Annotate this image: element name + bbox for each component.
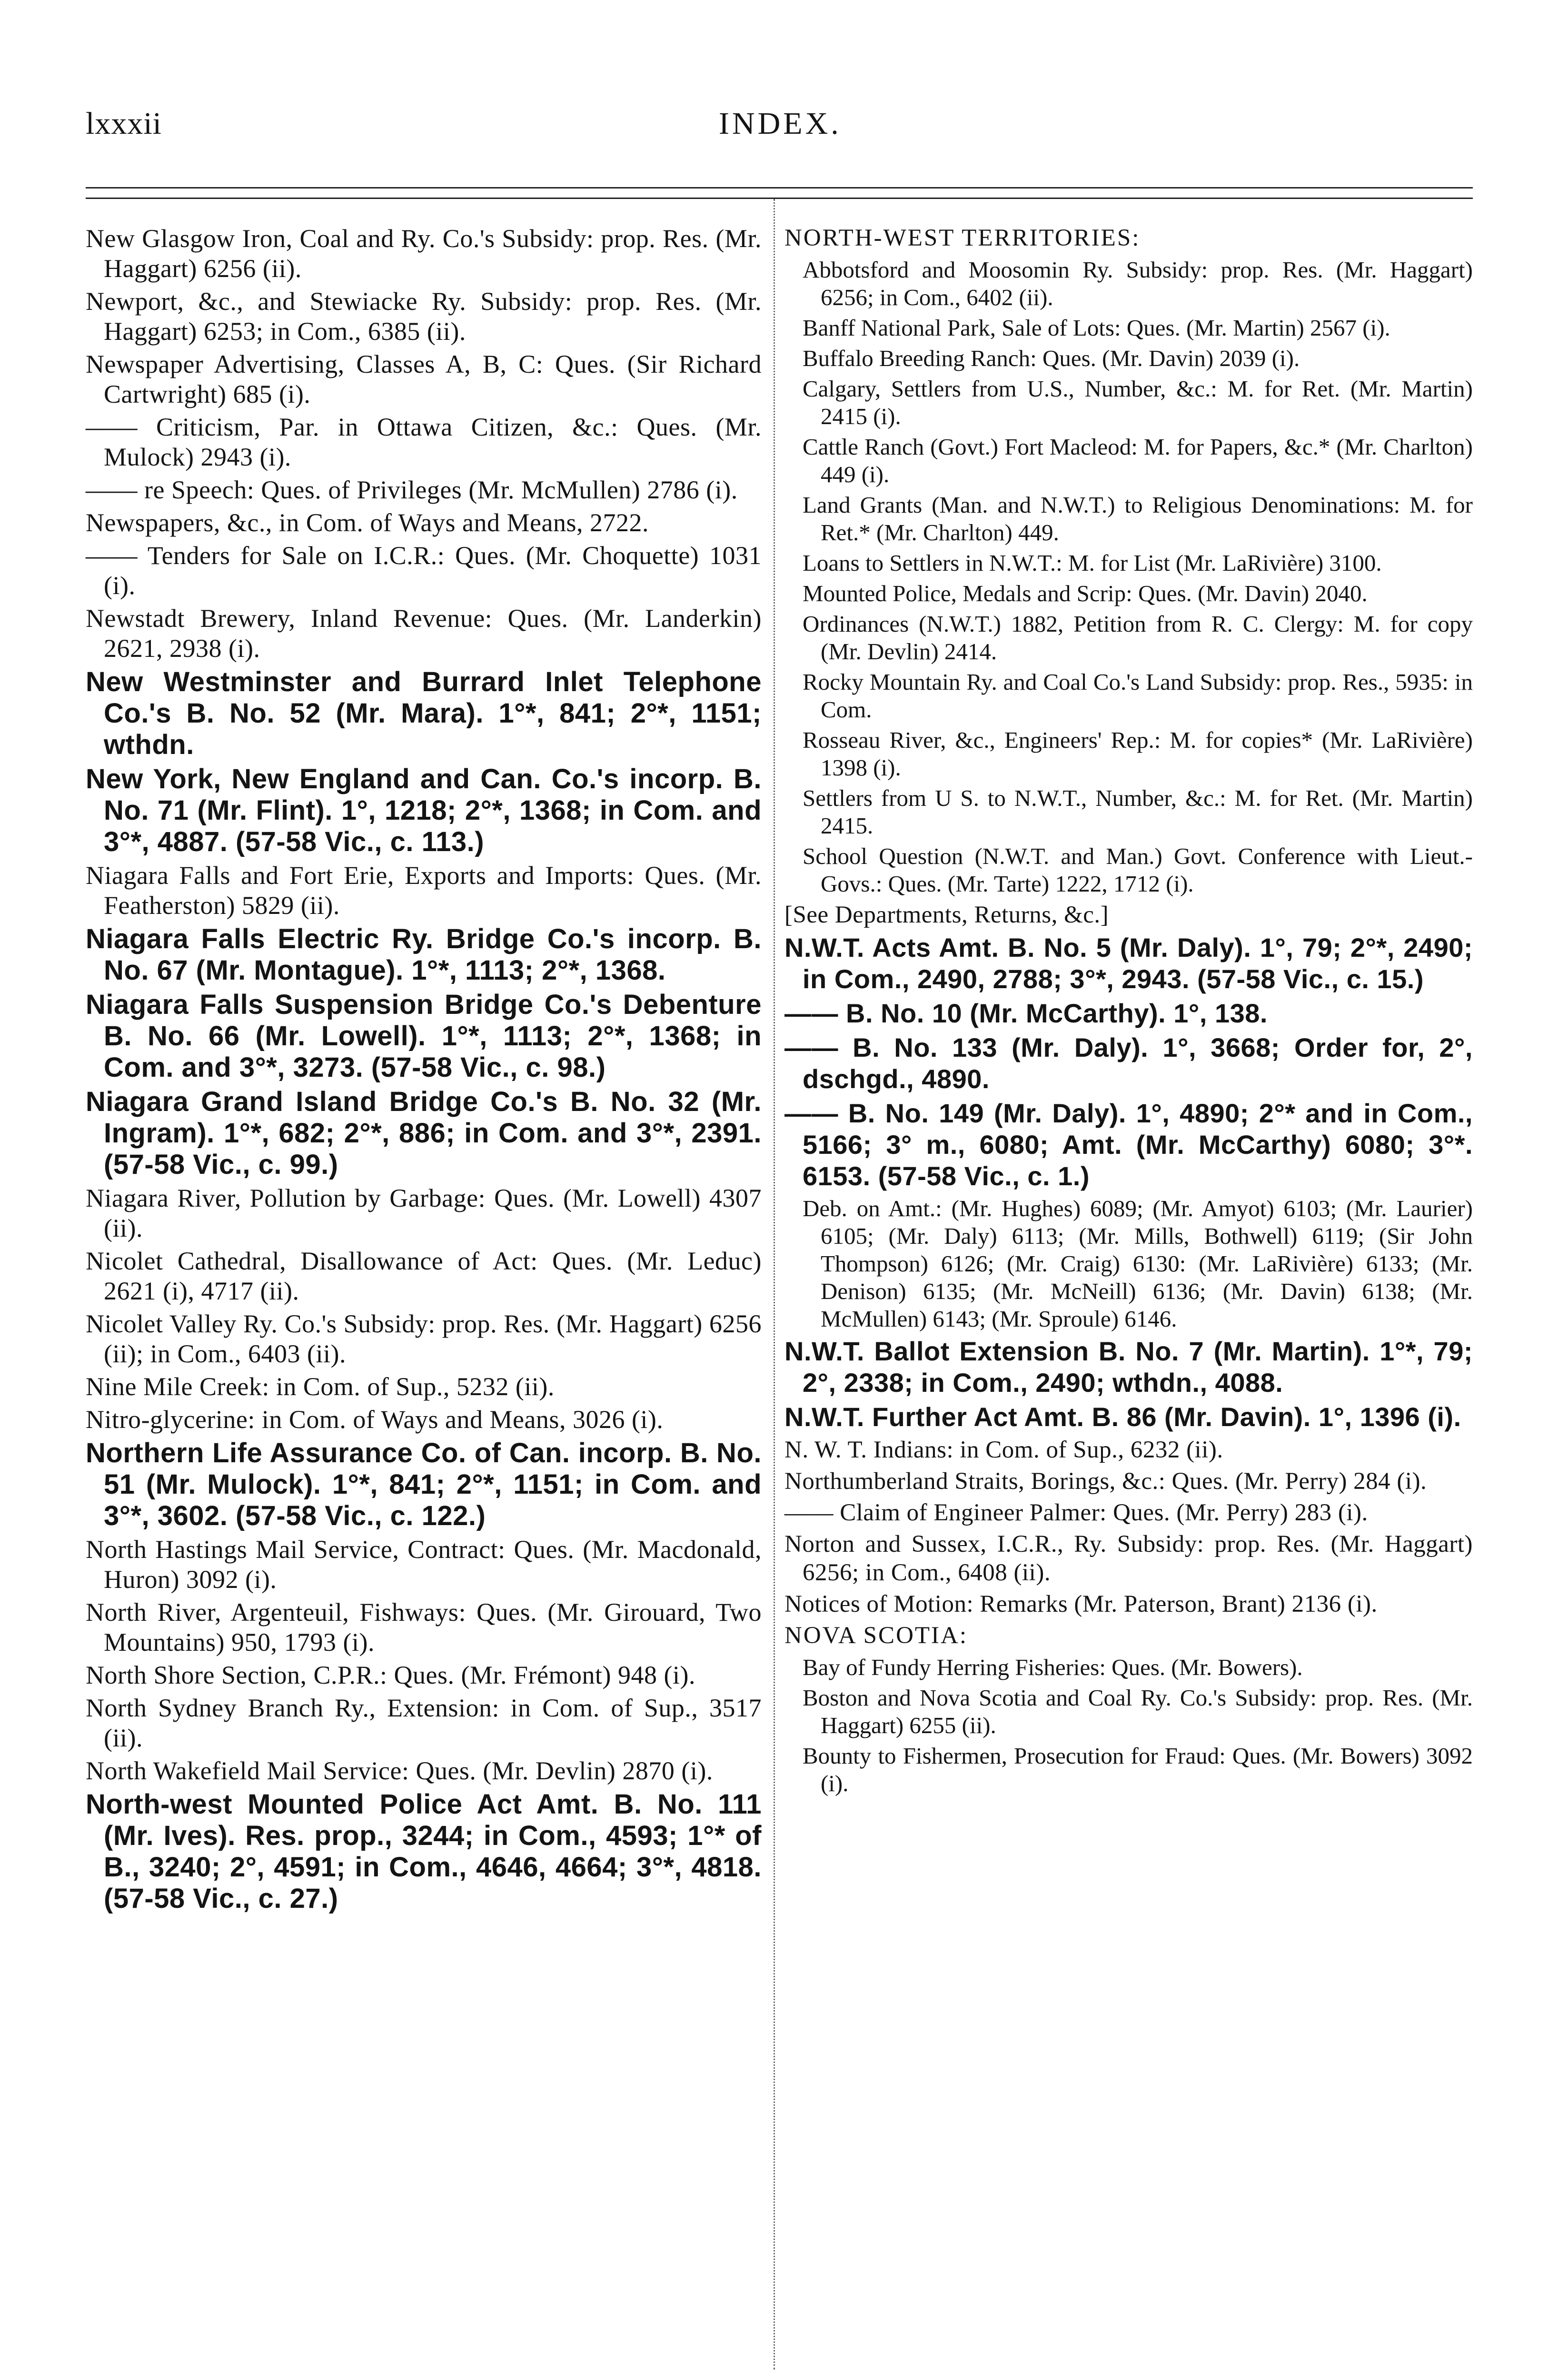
index-entry: N.W.T. Further Act Amt. B. 86 (Mr. Davin). 1°, 1396 (i). xyxy=(784,1402,1461,1432)
section-heading: NOVA SCOTIA: xyxy=(784,1622,968,1649)
index-entry: Niagara Falls Electric Ry. Bridge Co.'s incorp. B. No. 67 (Mr. Montague). 1°*, 1113; 2°*, 1368. xyxy=(86,923,762,986)
index-subentry: Mounted Police, Medals and Scrip: Ques. (Mr. Davin) 2040. xyxy=(803,580,1368,606)
index-subentry: Deb. on Amt.: (Mr. Hughes) 6089; (Mr. Amyot) 6103; (Mr. Laurier) 6105; (Mr. Daly) 6113; (Mr. Mills, Bothwell) 6119; (Sir John Thompson) 6126; (Mr. Craig) 6130: (Mr. LaRivière) 6133; (Mr. Denison) 6135; (Mr. McNeill) 6136; (Mr. Davin) 6138; (Mr. McMullen) 6143; (Mr. Sproule) 6146. xyxy=(803,1195,1473,1332)
index-subentry: Calgary, Settlers from U.S., Number, &c.: M. for Ret. (Mr. Martin) 2415 (i). xyxy=(803,376,1473,429)
index-subentry: Boston and Nova Scotia and Coal Ry. Co.'s Subsidy: prop. Res. (Mr. Haggart) 6255 (ii). xyxy=(803,1685,1473,1738)
index-entry: Norton and Sussex, I.C.R., Ry. Subsidy: prop. Res. (Mr. Haggart) 6256; in Com., 6408 (ii). xyxy=(784,1531,1473,1586)
index-entry: N.W.T. Acts Amt. B. No. 5 (Mr. Daly). 1°, 79; 2°*, 2490; in Com., 2490, 2788; 3°*, 2943. (57-58 Vic., c. 15.) xyxy=(784,932,1473,994)
index-entry: —— B. No. 149 (Mr. Daly). 1°, 4890; 2°* and in Com., 5166; 3° m., 6080; Amt. (Mr. McCarthy) 6080; 3°*. 6153. (57-58 Vic., c. 1.) xyxy=(784,1098,1473,1191)
index-subentry: Land Grants (Man. and N.W.T.) to Religious Denominations: M. for Ret.* (Mr. Charlton) 449. xyxy=(803,492,1473,545)
index-entry: —— Tenders for Sale on I.C.R.: Ques. (Mr. Choquette) 1031 (i). xyxy=(86,541,762,600)
index-entry: Northumberland Straits, Borings, &c.: Ques. (Mr. Perry) 284 (i). xyxy=(784,1468,1427,1495)
index-entry: N.W.T. Ballot Extension B. No. 7 (Mr. Martin). 1°*, 79; 2°, 2338; in Com., 2490; wthdn., 4088. xyxy=(784,1336,1473,1398)
index-subentry: Ordinances (N.W.T.) 1882, Petition from R. C. Clergy: M. for copy (Mr. Devlin) 2414. xyxy=(803,611,1473,664)
index-entry: —— Criticism, Par. in Ottawa Citizen, &c.: Ques. (Mr. Mulock) 2943 (i). xyxy=(86,413,762,471)
index-entry: Niagara Grand Island Bridge Co.'s B. No. 32 (Mr. Ingram). 1°*, 682; 2°*, 886; in Com. and 3°*, 2391. (57-58 Vic., c. 99.) xyxy=(86,1086,762,1180)
index-entry: North-west Mounted Police Act Amt. B. No. 111 (Mr. Ives). Res. prop., 3244; in Com., 4593; 1°* of B., 3240; 2°, 4591; in Com., 4646, 4664; 3°*, 4818. (57-58 Vic., c. 27.) xyxy=(86,1789,762,1914)
header-rule-bottom xyxy=(86,198,1473,199)
index-subentry: Cattle Ranch (Govt.) Fort Macleod: M. for Papers, &c.* (Mr. Charlton) 449 (i). xyxy=(803,434,1473,487)
index-entry: N. W. T. Indians: in Com. of Sup., 6232 (ii). xyxy=(784,1437,1223,1463)
index-entry: New York, New England and Can. Co.'s incorp. B. No. 71 (Mr. Flint). 1°, 1218; 2°*, 1368; in Com. and 3°*, 4887. (57-58 Vic., c. 113.) xyxy=(86,764,762,857)
index-subentry: Buffalo Breeding Ranch: Ques. (Mr. Davin) 2039 (i). xyxy=(803,345,1300,371)
index-subentry: Abbotsford and Moosomin Ry. Subsidy: prop. Res. (Mr. Haggart) 6256; in Com., 6402 (ii). xyxy=(803,257,1473,310)
column-divider xyxy=(774,199,775,2370)
index-entry: —— re Speech: Ques. of Privileges (Mr. McMullen) 2786 (i). xyxy=(86,476,738,504)
index-entry: Newport, &c., and Stewiacke Ry. Subsidy: prop. Res. (Mr. Haggart) 6253; in Com., 6385 (ii). xyxy=(86,287,762,346)
left-column xyxy=(86,224,762,1917)
index-entry: —— B. No. 10 (Mr. McCarthy). 1°, 138. xyxy=(784,998,1268,1028)
index-subentry: School Question (N.W.T. and Man.) Govt. Conference with Lieut.-Govs.: Ques. (Mr. Tarte) 1222, 1712 (i). xyxy=(803,843,1473,897)
index-subentry: Rosseau River, &c., Engineers' Rep.: M. for copies* (Mr. LaRivière) 1398 (i). xyxy=(803,727,1473,781)
index-entry: New Glasgow Iron, Coal and Ry. Co.'s Subsidy: prop. Res. (Mr. Haggart) 6256 (ii). xyxy=(86,224,762,283)
index-subentry: Loans to Settlers in N.W.T.: M. for List (Mr. LaRivière) 3100. xyxy=(803,550,1382,576)
header-rule-top xyxy=(86,187,1473,188)
index-subentry: Banff National Park, Sale of Lots: Ques. (Mr. Martin) 2567 (i). xyxy=(803,315,1390,341)
index-entry: Newstadt Brewery, Inland Revenue: Ques. (Mr. Landerkin) 2621, 2938 (i). xyxy=(86,604,762,663)
index-entry: Niagara Falls Suspension Bridge Co.'s Debenture B. No. 66 (Mr. Lowell). 1°*, 1113; 2°*, 1368; in Com. and 3°*, 3273. (57-58 Vic., c. 98.) xyxy=(86,989,762,1083)
index-entry: —— Claim of Engineer Palmer: Ques. (Mr. Perry) 283 (i). xyxy=(784,1499,1368,1526)
index-subentry: Bay of Fundy Herring Fisheries: Ques. (Mr. Bowers). xyxy=(803,1654,1303,1680)
index-entry: Nicolet Cathedral, Disallowance of Act: Ques. (Mr. Leduc) 2621 (i), 4717 (ii). xyxy=(86,1247,762,1305)
index-entry: Newspaper Advertising, Classes A, B, C: Ques. (Sir Richard Cartwright) 685 (i). xyxy=(86,350,762,408)
index-entry: North Shore Section, C.P.R.: Ques. (Mr. Frémont) 948 (i). xyxy=(86,1661,695,1689)
index-entry: Nitro-glycerine: in Com. of Ways and Means, 3026 (i). xyxy=(86,1405,664,1434)
index-entry: North Wakefield Mail Service: Ques. (Mr. Devlin) 2870 (i). xyxy=(86,1756,713,1785)
index-entry: New Westminster and Burrard Inlet Telephone Co.'s B. No. 52 (Mr. Mara). 1°*, 841; 2°*, 1151; wthdn. xyxy=(86,666,762,760)
section-heading: NORTH-WEST TERRITORIES: xyxy=(784,225,1141,251)
page-number: lxxxii xyxy=(86,106,162,141)
index-entry: Nine Mile Creek: in Com. of Sup., 5232 (ii). xyxy=(86,1372,555,1401)
index-entry: Newspapers, &c., in Com. of Ways and Means, 2722. xyxy=(86,508,649,537)
index-entry: North Hastings Mail Service, Contract: Ques. (Mr. Macdonald, Huron) 3092 (i). xyxy=(86,1535,762,1594)
index-entry: Niagara River, Pollution by Garbage: Ques. (Mr. Lowell) 4307 (ii). xyxy=(86,1184,762,1242)
index-entry: [See Departments, Returns, &c.] xyxy=(784,902,1109,928)
index-entry: Notices of Motion: Remarks (Mr. Paterson, Brant) 2136 (i). xyxy=(784,1591,1378,1617)
index-subentry: Rocky Mountain Ry. and Coal Co.'s Land Subsidy: prop. Res., 5935: in Com. xyxy=(803,669,1473,723)
index-entry: North Sydney Branch Ry., Extension: in Com. of Sup., 3517 (ii). xyxy=(86,1694,762,1752)
index-entry: Niagara Falls and Fort Erie, Exports and Imports: Ques. (Mr. Featherston) 5829 (ii). xyxy=(86,861,762,920)
index-entry: Nicolet Valley Ry. Co.'s Subsidy: prop. Res. (Mr. Haggart) 6256 (ii); in Com., 6403 (ii). xyxy=(86,1309,762,1368)
index-entry: Northern Life Assurance Co. of Can. incorp. B. No. 51 (Mr. Mulock). 1°*, 841; 2°*, 1151; in Com. and 3°*, 3602. (57-58 Vic., c. 122.) xyxy=(86,1438,762,1531)
index-entry: —— B. No. 133 (Mr. Daly). 1°, 3668; Order for, 2°, dschgd., 4890. xyxy=(784,1032,1473,1094)
running-title: INDEX. xyxy=(719,106,842,141)
index-subentry: Bounty to Fishermen, Prosecution for Fraud: Ques. (Mr. Bowers) 3092 (i). xyxy=(803,1743,1473,1796)
index-entry: North River, Argenteuil, Fishways: Ques. (Mr. Girouard, Two Mountains) 950, 1793 (i). xyxy=(86,1598,762,1656)
right-column xyxy=(784,224,1473,1800)
page-header xyxy=(86,106,1473,158)
index-subentry: Settlers from U S. to N.W.T., Number, &c.: M. for Ret. (Mr. Martin) 2415. xyxy=(803,785,1473,839)
